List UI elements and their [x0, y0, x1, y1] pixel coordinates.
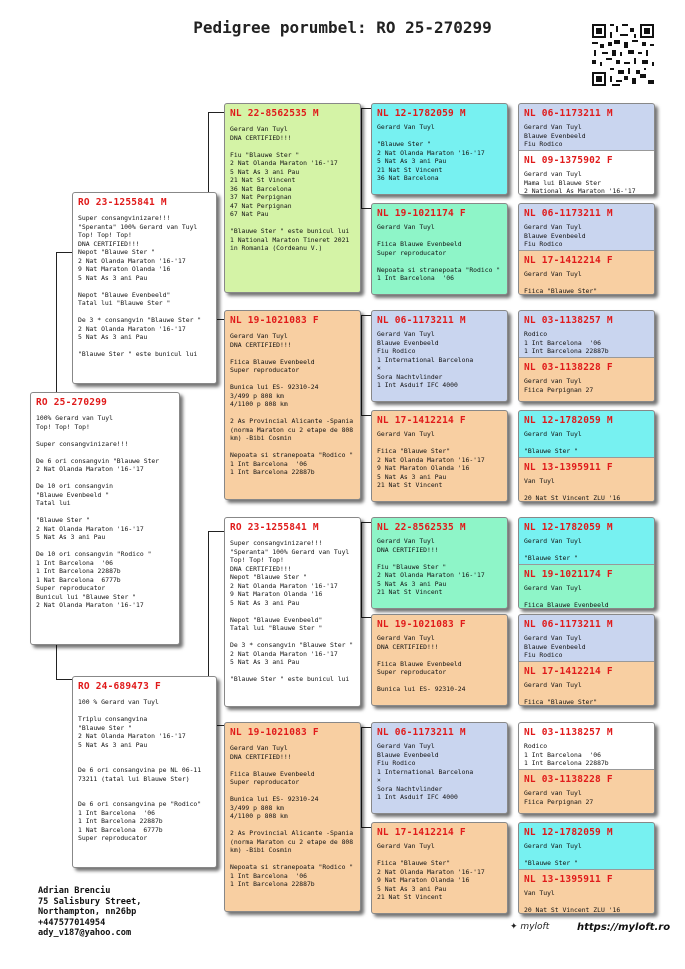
pigeon-entry[interactable]: [519, 615, 654, 661]
pigeon-card-great-grandparent[interactable]: [371, 103, 508, 195]
connector: [361, 108, 362, 208]
pigeon-pair-card[interactable]: [518, 614, 655, 706]
bird-icon: ✦: [510, 922, 518, 932]
pigeon-notes: Gerard Van Tuyl DNA CERTIFIED!!! Fiica Blauwe Evenbeeld Super reproducator Bunica lui ES- 92310-24 3/499 p 808 km 4/1100 p 808 km 2 As Provincial Alicante -Spania (norma Maraton cu 2 etape de 808 km) -Bibi Cosmin Nepoata si stranepoata "Rodico " 1 Int Barcelona '06 1 Int Barcelona 22887b: [230, 332, 354, 476]
ring-number: NL 17-1412214 F: [524, 666, 613, 677]
pigeon-notes: Gerard Van Tuyl Fiica Blauwe Evenbeeld Super reproducator Nepoata si stranepoata "Rodico " 1 Int Barcelona '06: [377, 223, 501, 282]
connector: [208, 112, 224, 113]
pigeon-notes: Gerard Van Tuyl Blauwe Evenbeeld Fiu Rodico 1 International Barcelona × Sora Nachtvlinder 1 Int Asduif IFC 4000: [377, 742, 474, 801]
ring-number: NL 06-1173211 M: [377, 727, 466, 738]
ring-number: NL 06-1173211 M: [377, 315, 466, 326]
pigeon-entry[interactable]: [519, 250, 654, 295]
pigeon-notes: Super consangvinizare!!! "Speranta" 100% Gerard van Tuyl Top! Top! Top! DNA CERTIFIED!!! Nepot "Blauwe Ster " 2 Nat Olanda Maraton '16-'17 9 Nat Maraton Olanda '16 5 Nat As 3 ani Pau Nepot "Blauwe Evenbeeld" Tatal lui "Blauwe Ster " De 3 * consangvin "Blauwe Ster " 2 Nat Olanda Maraton '16-'17 5 Nat As 3 ani Pau "Blauwe Ster " este bunicul lui: [78, 214, 202, 358]
ring-number: NL 19-1021083 F: [377, 619, 466, 630]
connector: [56, 679, 72, 680]
pigeon-notes: Gerard Van Tuyl DNA CERTIFIED!!! Fiu "Blauwe Ster " 2 Nat Olanda Maraton '16-'17 5 Nat As 3 ani Pau 21 Nat St Vincent: [377, 537, 485, 596]
pigeon-card-great-grandparent[interactable]: [371, 517, 508, 609]
connector: [56, 645, 57, 679]
pigeon-card-sire[interactable]: [72, 192, 217, 384]
pigeon-card-subject[interactable]: [30, 392, 180, 645]
contact-block: [38, 886, 141, 939]
ring-number: RO 23-1255841 M: [78, 197, 167, 208]
connector: [361, 208, 371, 209]
pigeon-notes: Gerard Van Tuyl Blauwe Evenbeeld Fiu Rodico: [524, 123, 586, 148]
contact-email[interactable]: ady_v187@yahoo.com: [38, 928, 132, 938]
pigeon-card-great-grandparent[interactable]: [371, 310, 508, 402]
ring-number: NL 17-1412214 F: [377, 827, 466, 838]
pigeon-notes: Gerard Van Tuyl "Blauwe Ster ": [524, 537, 582, 562]
connector: [361, 108, 371, 109]
pigeon-notes: 100 % Gerard van Tuyl Triplu consangvina "Blauwe Ster " 2 Nat Olanda Maraton '16-'17 5 Nat As 3 ani Pau De 6 ori consangvina pe NL 06-11 73211 (tatal lui Blauwe Ster) De 6 ori consangvina pe "Rodico" 1 Int Barcelona '06 1 Int Barcelona 22887b 1 Nat Barcelona 6777b Super reproducator: [78, 698, 202, 842]
pigeon-entry[interactable]: [519, 311, 654, 357]
pigeon-notes: Gerard Van Tuyl Blauwe Evenbeeld Fiu Rodico 1 International Barcelona × Sora Nachtvlinder 1 Int Asduif IFC 4000: [377, 330, 474, 389]
ring-number: NL 12-1782059 M: [524, 415, 613, 426]
pigeon-entry[interactable]: [519, 357, 654, 402]
pigeon-card-great-grandparent[interactable]: [371, 722, 508, 814]
ring-number: NL 19-1021174 F: [524, 569, 613, 580]
pigeon-notes: Super consangvinizare!!! "Speranta" 100% Gerard van Tuyl Top! Top! Top! DNA CERTIFIED!!! Nepot "Blauwe Ster " 2 Nat Olanda Maraton '16-'17 9 Nat Maraton Olanda '16 5 Nat As 3 ani Pau Nepot "Blauwe Evenbeeld" Tatal lui "Blauwe Ster " De 3 * consangvin "Blauwe Ster " 2 Nat Olanda Maraton '16-'17 5 Nat As 3 ani Pau "Blauwe Ster " este bunicul lui: [230, 539, 354, 683]
connector: [361, 522, 371, 523]
pigeon-notes: Gerard Van Tuyl DNA CERTIFIED!!! Fiica Blauwe Evenbeeld Super reproducator Bunica lui ES- 92310-24: [377, 634, 466, 693]
pigeon-pair-card[interactable]: [518, 410, 655, 502]
pigeon-notes: Gerard van Tuyl Fiica Perpignan 27: [524, 377, 594, 394]
pigeon-card-dam[interactable]: [72, 676, 217, 868]
pigeon-entry[interactable]: [519, 104, 654, 150]
pigeon-notes: Gerard Van Tuyl DNA CERTIFIED!!! Fiica Blauwe Evenbeeld Super reproducator Bunica lui ES- 92310-24 3/499 p 808 km 4/1100 p 808 km 2 As Provincial Alicante -Spania (norma Maraton cu 2 etape de 808 km) -Bibi Cosmin Nepoata si stranepoata "Rodico " 1 Int Barcelona '06 1 Int Barcelona 22887b: [230, 744, 354, 888]
pigeon-notes: 100% Gerard van Tuyl Top! Top! Top! Super consangvinizare!!! De 6 ori consangvin "Blauwe Ster 2 Nat Olanda Maraton '16-'17 De 10 ori consangvin "Blauwe Evenbeeld " Tatal lui "Blauwe Ster " 2 Nat Olanda Maraton '16-'17 5 Nat As 3 ani Pau De 10 ori consangvin "Rodico " 1 Int Barcelona '06 1 Int Barcelona 22887b 1 Nat Barcelona 6777b Super reproducator Bunicul lui "Blauwe Ster " 2 Nat Olanda Maraton '16-'17: [36, 414, 160, 609]
ring-number: NL 13-1395911 F: [524, 874, 613, 885]
pigeon-entry[interactable]: [519, 661, 654, 706]
pigeon-card-great-grandparent[interactable]: [371, 822, 508, 914]
ring-number: NL 17-1412214 F: [524, 255, 613, 266]
pigeon-notes: Gerard Van Tuyl Fiica "Blauwe Ster" 2 Nat Olanda Maraton '16-'17 9 Nat Maraton Olanda '16 5 Nat As 3 ani Pau 21 Nat St Vincent: [377, 842, 485, 901]
pigeon-notes: Van Tuyl 20 Nat St Vincent ZLU '16: [524, 477, 621, 502]
pigeon-notes: Rodico 1 Int Barcelona '06 1 Int Barcelona 22887b: [524, 742, 609, 767]
pigeon-entry[interactable]: [519, 823, 654, 869]
pigeon-notes: Gerard van Tuyl Fiica Perpignan 27: [524, 789, 594, 806]
connector: [361, 727, 362, 827]
contact-phone[interactable]: +447577014954: [38, 917, 106, 928]
ring-number: NL 12-1782059 M: [524, 827, 613, 838]
website-link[interactable]: https://myloft.ro: [577, 922, 671, 933]
pigeon-entry[interactable]: [519, 204, 654, 250]
pigeon-notes: Gerard Van Tuyl Fiica Blauwe Evenbeeld: [524, 584, 609, 609]
connector: [56, 252, 72, 253]
ring-number: NL 19-1021083 F: [230, 727, 319, 738]
ring-number: NL 19-1021083 F: [230, 315, 319, 326]
ring-number: RO 23-1255841 M: [230, 522, 319, 533]
pigeon-notes: Gerard Van Tuyl "Blauwe Ster ": [524, 842, 582, 867]
pigeon-entry[interactable]: [519, 564, 654, 609]
connector: [361, 827, 371, 828]
pigeon-notes: Gerard Van Tuyl Blauwe Evenbeeld Fiu Rodico: [524, 223, 586, 248]
myloft-logo: [510, 922, 549, 932]
pigeon-notes: Van Tuyl 20 Nat St Vincent ZLU '16: [524, 889, 621, 914]
ring-number: RO 24-689473 F: [78, 681, 161, 692]
pigeon-entry[interactable]: [519, 411, 654, 457]
ring-number: NL 12-1782059 M: [377, 108, 466, 119]
pigeon-entry[interactable]: [519, 723, 654, 769]
ring-number: NL 19-1021174 F: [377, 208, 466, 219]
ring-number: NL 09-1375902 F: [524, 155, 613, 166]
contact-street: 75 Salisbury Street,: [38, 896, 142, 907]
connector: [361, 315, 371, 316]
pigeon-pair-card[interactable]: [518, 822, 655, 914]
logo-text: myloft: [520, 922, 550, 932]
ring-number: NL 06-1173211 M: [524, 619, 613, 630]
pigeon-entry[interactable]: [519, 150, 654, 195]
ring-number: NL 22-8562535 M: [230, 108, 319, 119]
connector: [361, 727, 371, 728]
pigeon-card-grandparent[interactable]: [224, 517, 361, 707]
ring-number: NL 06-1173211 M: [524, 208, 613, 219]
pigeon-card-grandparent[interactable]: [224, 103, 361, 293]
ring-number: NL 03-1138257 M: [524, 315, 613, 326]
qr-code: [590, 22, 656, 88]
pigeon-pair-card[interactable]: [518, 310, 655, 402]
connector: [361, 522, 362, 617]
pigeon-card-great-grandparent[interactable]: [371, 203, 508, 295]
pigeon-notes: Rodico 1 Int Barcelona '06 1 Int Barcelona 22887b: [524, 330, 609, 355]
pigeon-card-grandparent[interactable]: [224, 310, 361, 500]
connector: [208, 531, 224, 532]
contact-name: Adrian Brenciu: [38, 886, 111, 896]
connector: [56, 252, 57, 392]
pigeon-pair-card[interactable]: [518, 722, 655, 814]
pigeon-notes: Gerard van Tuyl Mama lui Blauwe Ster 2 National As Maraton '16-'17: [524, 170, 636, 195]
connector: [361, 315, 362, 415]
connector: [361, 415, 371, 416]
ring-number: NL 22-8562535 M: [377, 522, 466, 533]
ring-number: RO 25-270299: [36, 397, 108, 408]
ring-number: NL 03-1138257 M: [524, 727, 613, 738]
pigeon-notes: Gerard Van Tuyl "Blauwe Ster " 2 Nat Olanda Maraton '16-'17 5 Nat As 3 ani Pau 21 Nat St Vincent 36 Nat Barcelona: [377, 123, 485, 182]
page-title: Pedigree porumbel: RO 25-270299: [193, 18, 492, 37]
ring-number: NL 03-1138228 F: [524, 362, 613, 373]
ring-number: NL 12-1782059 M: [524, 522, 613, 533]
pigeon-entry[interactable]: [519, 869, 654, 914]
pigeon-pair-card[interactable]: [518, 203, 655, 295]
pigeon-card-grandparent[interactable]: [224, 722, 361, 912]
pigeon-notes: Gerard Van Tuyl Fiica "Blauwe Ster": [524, 270, 598, 295]
pigeon-entry[interactable]: [519, 769, 654, 814]
pigeon-pair-card[interactable]: [518, 517, 655, 609]
pigeon-notes: Gerard Van Tuyl DNA CERTIFIED!!! Fiu "Blauwe Ster " 2 Nat Olanda Maraton '16-'17 5 Nat As 3 ani Pau 21 Nat St Vincent 36 Nat Barcelona 37 Nat Perpignan 47 Nat Perpignan 67 Nat Pau "Blauwe Ster " este bunicul lui 1 National Maraton Tineret 2021 in Romania (Cordeanu V.): [230, 125, 350, 252]
pigeon-card-great-grandparent[interactable]: [371, 410, 508, 502]
pigeon-pair-card[interactable]: [518, 103, 655, 195]
ring-number: NL 17-1412214 F: [377, 415, 466, 426]
pigeon-entry[interactable]: [519, 518, 654, 564]
connector: [361, 617, 371, 618]
pigeon-notes: Gerard Van Tuyl Fiica "Blauwe Ster" 2 Nat Olanda Maraton '16-'17 9 Nat Maraton Olanda '16 5 Nat As 3 ani Pau 21 Nat St Vincent: [377, 430, 485, 489]
pigeon-notes: Gerard Van Tuyl Fiica "Blauwe Ster": [524, 681, 598, 706]
pigeon-notes: Gerard Van Tuyl Blauwe Evenbeeld Fiu Rodico: [524, 634, 586, 659]
pigeon-card-great-grandparent[interactable]: [371, 614, 508, 706]
pigeon-notes: Gerard Van Tuyl "Blauwe Ster ": [524, 430, 582, 455]
ring-number: NL 06-1173211 M: [524, 108, 613, 119]
contact-city: Northampton, nn26bp: [38, 907, 137, 917]
ring-number: NL 03-1138228 F: [524, 774, 613, 785]
pigeon-entry[interactable]: [519, 457, 654, 502]
ring-number: NL 13-1395911 F: [524, 462, 613, 473]
